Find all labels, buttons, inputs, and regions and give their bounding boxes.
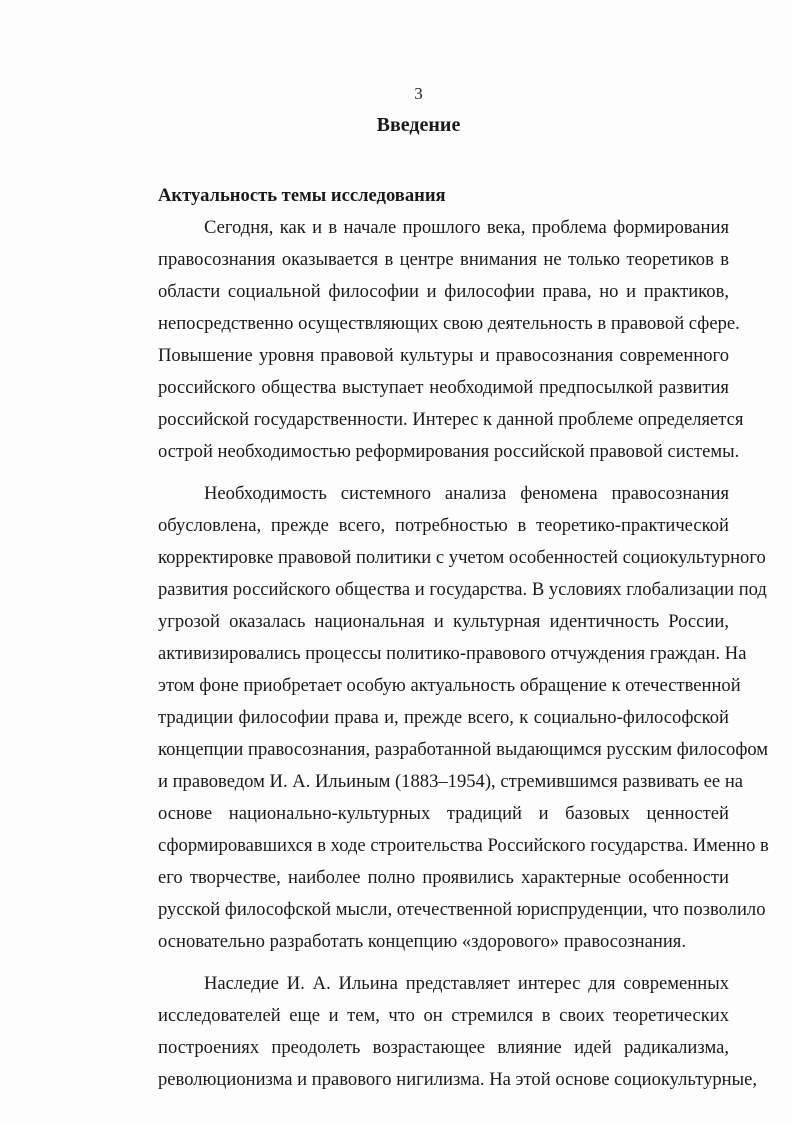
- text-line: Повышение уровня правовой культуры и правосознания современного: [158, 345, 729, 366]
- text-line: основе национально-культурных традиций и базовых ценностей: [158, 803, 729, 824]
- text-line: Сегодня, как и в начале прошлого века, проблема формирования: [204, 217, 729, 238]
- text-line: построениях преодолеть возрастающее влияние идей радикализма,: [158, 1037, 729, 1058]
- text-line: концепции правосознания, разработанной выдающимся русским философом: [158, 739, 769, 760]
- text-line: исследователей еще и тем, что он стремился в своих теоретических: [158, 1005, 729, 1026]
- text-line: Необходимость системного анализа феномена правосознания: [204, 483, 729, 504]
- document-body: [112, 180, 769, 1096]
- text-line: основательно разработать концепцию «здорового» правосознания.: [158, 931, 686, 952]
- page-number: 3: [414, 84, 423, 103]
- paragraph-3: [112, 968, 758, 1096]
- text-line: революционизма и правового нигилизма. На этой основе социокультурные,: [158, 1069, 758, 1090]
- text-line: и правоведом И. А. Ильиным (1883–1954), стремившимся развивать ее на: [158, 771, 744, 792]
- text-line: Наследие И. А. Ильина представляет интерес для современных: [204, 973, 729, 994]
- page-title: Введение: [376, 114, 461, 136]
- text-line: правосознания оказывается в центре внимания не только теоретиков в: [158, 249, 729, 270]
- text-line: обусловлена, прежде всего, потребностью в теоретико-практической: [158, 515, 729, 536]
- text-line: традиции философии права и, прежде всего, к социально-философской: [158, 707, 729, 728]
- text-line: области социальной философии и философии права, но и практиков,: [158, 281, 729, 302]
- paragraph-2: [112, 478, 769, 958]
- text-line: угрозой оказалась национальная и культурная идентичность России,: [158, 611, 729, 632]
- text-line: развития российского общества и государства. В условиях глобализации под: [158, 579, 767, 600]
- paragraph-1: [112, 212, 744, 468]
- text-line: корректировке правовой политики с учетом особенностей социокультурного: [158, 547, 766, 568]
- text-line: острой необходимостью реформирования российской правовой системы.: [158, 441, 740, 462]
- text-line: этом фоне приобретает особую актуальность обращение к отечественной: [158, 675, 741, 696]
- text-line: сформировавшихся в ходе строительства Российского государства. Именно в: [158, 835, 769, 856]
- section-heading: Актуальность темы исследования: [158, 185, 446, 206]
- text-line: российского общества выступает необходимой предпосылкой развития: [158, 377, 729, 398]
- text-line: непосредственно осуществляющих свою деятельность в правовой сфере.: [158, 313, 740, 334]
- text-line: активизировались процессы политико-правового отчуждения граждан. На: [158, 643, 747, 664]
- text-line: российской государственности. Интерес к данной проблеме определяется: [158, 409, 744, 430]
- text-line: русской философской мысли, отечественной юриспруденции, что позволило: [158, 899, 766, 920]
- text-line: его творчестве, наиболее полно проявились характерные особенности: [158, 867, 729, 888]
